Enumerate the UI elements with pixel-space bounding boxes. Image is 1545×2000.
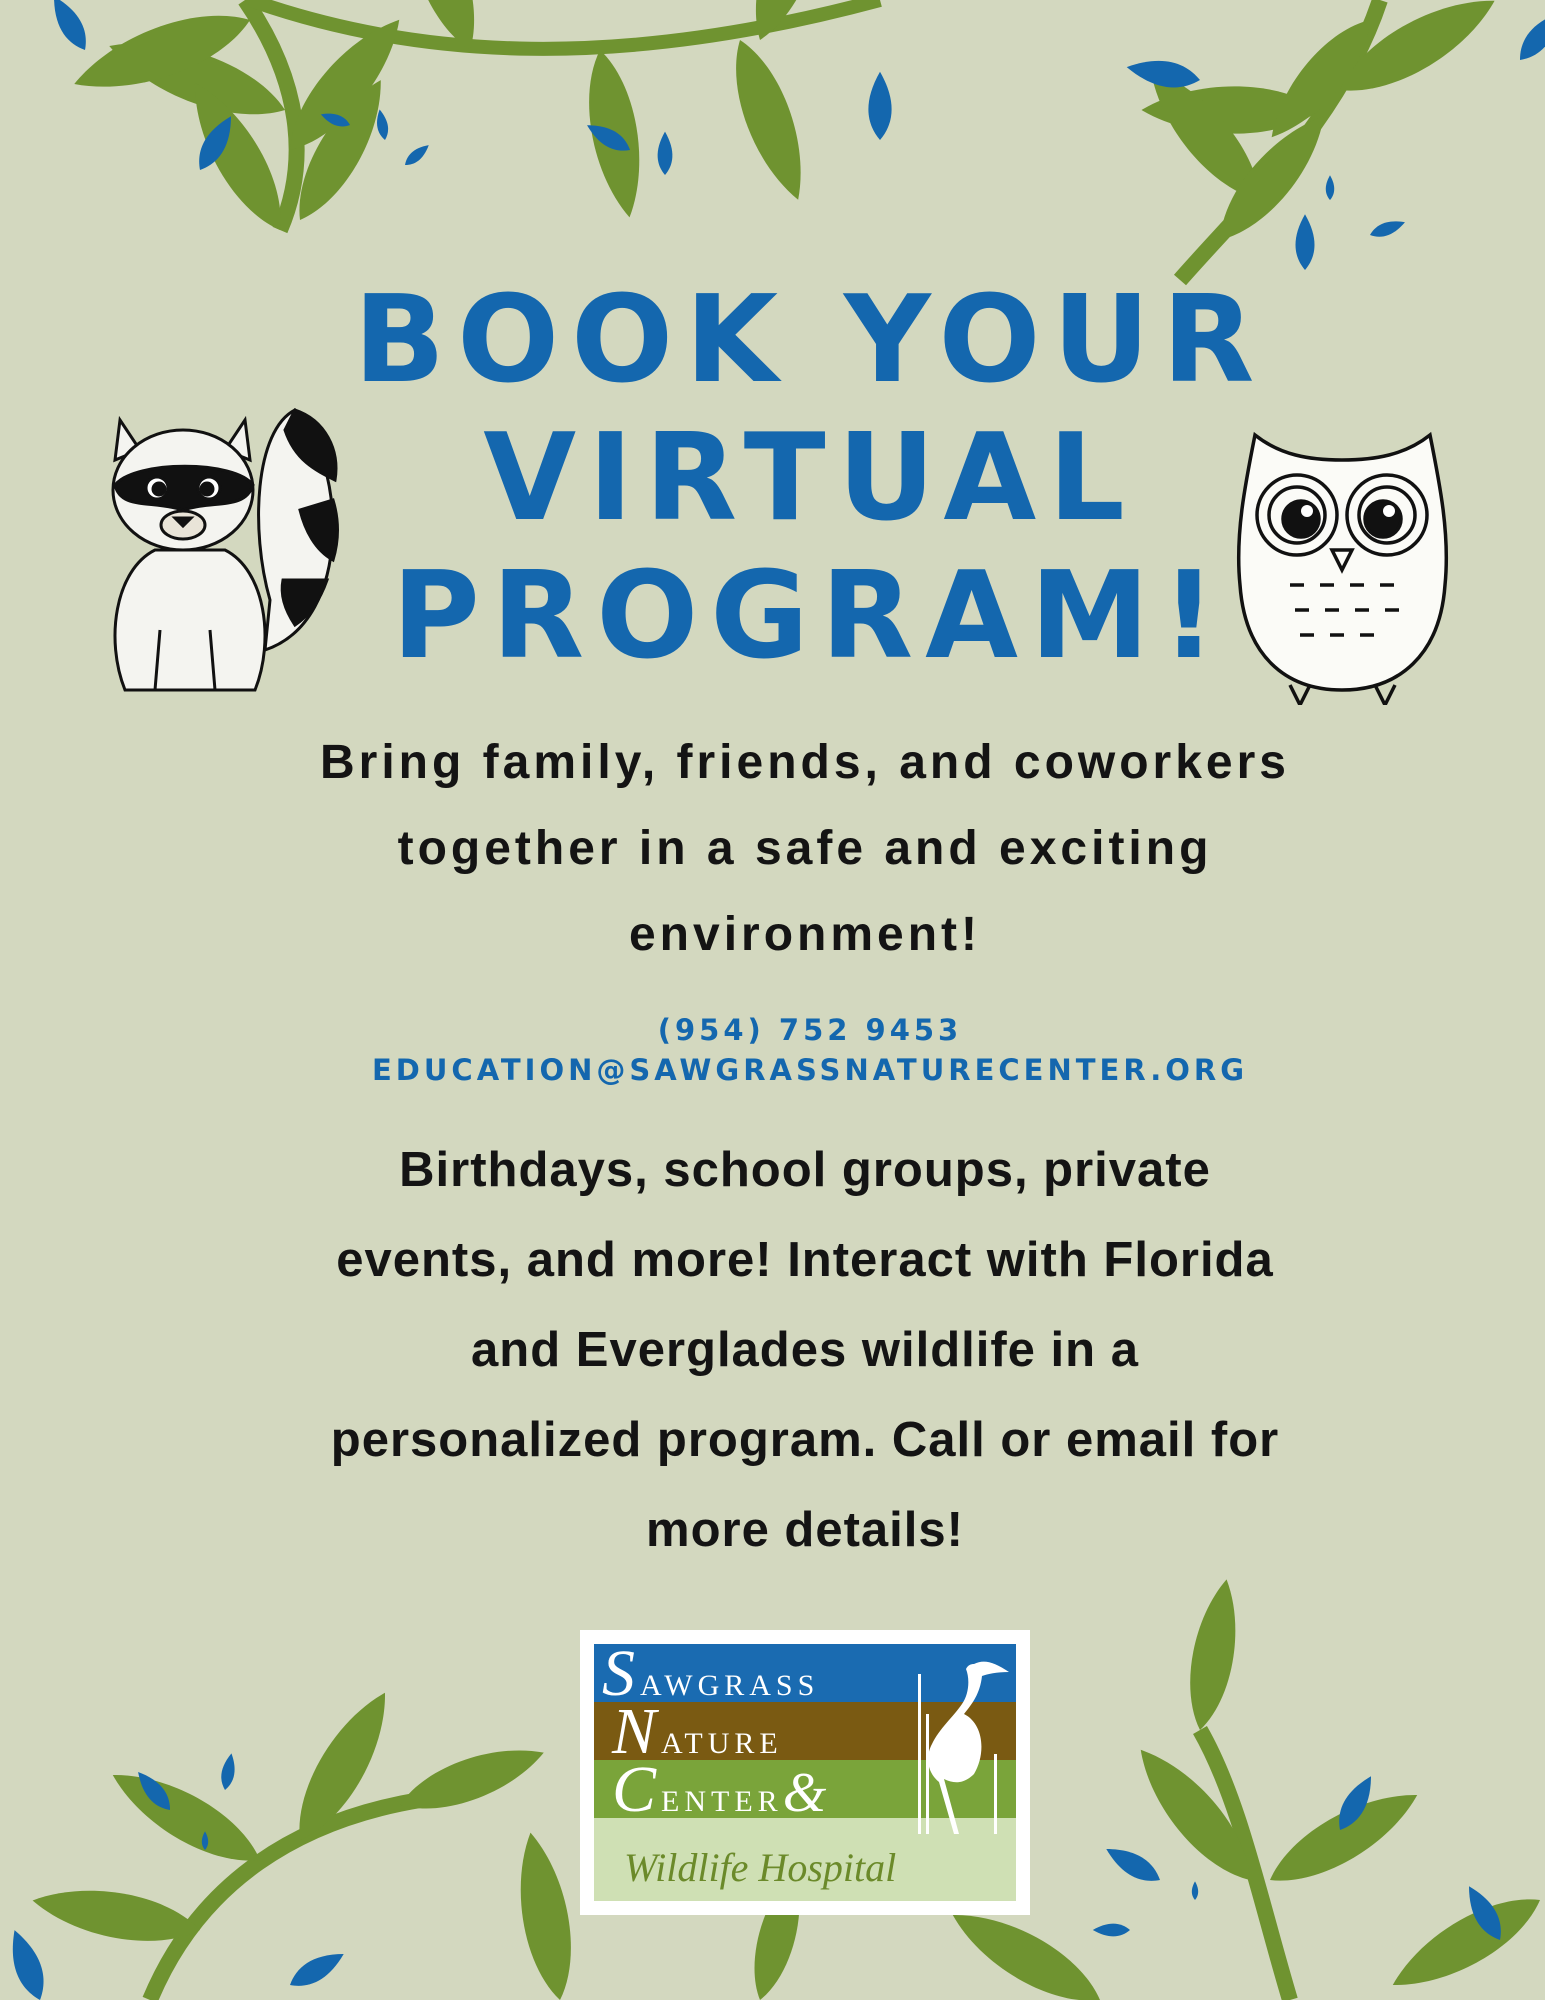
contact-info <box>280 1010 1340 1090</box>
headline-line-2: VIRTUAL <box>483 409 1137 548</box>
details-text <box>300 1125 1310 1575</box>
details-line-5: more details! <box>646 1503 964 1557</box>
intro-line-3: environment! <box>628 908 982 961</box>
logo-word-center: CENTER& <box>612 1753 832 1826</box>
phone-number[interactable]: (954) 752 9453 <box>657 1013 963 1047</box>
intro-text <box>290 720 1320 978</box>
intro-line-1: Bring family, friends, and coworkers <box>320 736 1290 789</box>
details-line-3: and Everglades wildlife in a <box>471 1323 1139 1377</box>
headline <box>280 272 1340 686</box>
logo-subtitle: Wildlife Hospital <box>624 1845 897 1890</box>
headline-line-3: PROGRAM! <box>391 547 1229 686</box>
leaf-vine-top-right <box>1133 0 1506 280</box>
logo-word-nature: NATURE <box>612 1695 783 1768</box>
leaf-vine-top-left <box>66 0 880 241</box>
egret-icon <box>914 1654 1014 1834</box>
leaf-vine-bottom-right <box>942 1576 1545 2000</box>
sawgrass-nature-center-logo <box>580 1630 1030 1915</box>
intro-line-2: together in a safe and exciting <box>397 822 1213 875</box>
details-line-1: Birthdays, school groups, private <box>399 1143 1211 1197</box>
headline-line-1: BOOK YOUR <box>353 271 1267 410</box>
logo-panel <box>594 1637 1016 1901</box>
details-line-4: personalized program. Call or email for <box>330 1413 1280 1467</box>
details-line-2: events, and more! Interact with Florida <box>336 1233 1274 1287</box>
logo-word-sawgrass: SAWGRASS <box>602 1637 820 1710</box>
email-address[interactable]: EDUCATION@SAWGRASSNATURECENTER.ORG <box>371 1053 1249 1087</box>
